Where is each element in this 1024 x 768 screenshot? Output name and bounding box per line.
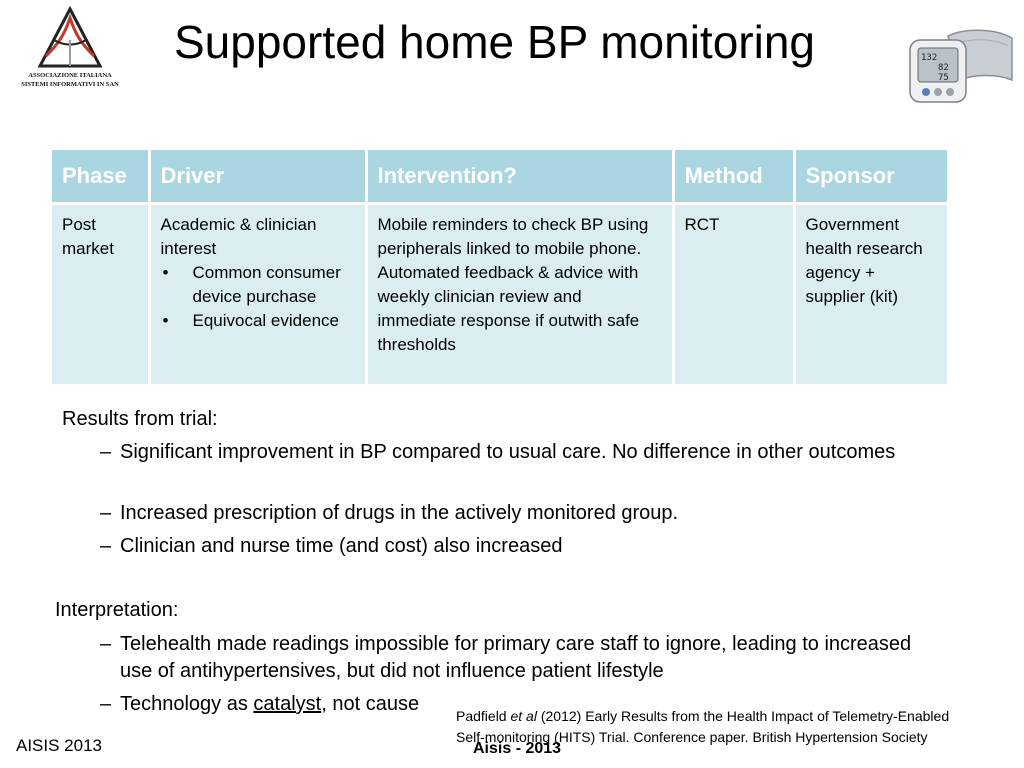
header-phase: Phase xyxy=(52,150,149,204)
footer-center: Aisis - 2013 xyxy=(473,740,562,757)
interpretation-item-text: Telehealth made readings impossible for primary care staff to ignore, leading to increased use of antihypertensives, but did not influence patient lifestyle xyxy=(120,633,912,682)
results-item-text: Clinician and nurse time (and cost) also increased xyxy=(120,535,563,557)
cell-method: RCT xyxy=(673,204,794,385)
driver-bullet: • Common consumer device purchase xyxy=(161,261,355,309)
cell-sponsor: Government health research agency + supplier (kit) xyxy=(794,204,947,385)
results-item: – Significant improvement in BP compared to usual care. No difference in other outcomes xyxy=(100,441,896,463)
aisis-logo-icon xyxy=(36,6,104,70)
driver-bullet-list xyxy=(161,261,355,333)
citation-text: (2012) Early Results from the Health Impact of Telemetry-Enabled Self-monitoring (HITS) Trial. Conference paper. British Hypertension Society xyxy=(456,708,950,745)
catalyst-underlined: catalyst xyxy=(253,693,322,715)
info-table xyxy=(52,150,947,384)
header-driver: Driver xyxy=(149,150,366,204)
interpretation-prefix: Technology as xyxy=(120,693,254,715)
footer-left: AISIS 2013 xyxy=(16,736,103,755)
table-row xyxy=(52,204,947,385)
citation-etal: et al xyxy=(510,708,537,724)
results-item-text: Significant improvement in BP compared to usual care. No difference in other outcomes xyxy=(120,441,896,463)
cell-intervention: Mobile reminders to check BP using peripherals linked to mobile phone. Automated feedback & advice with weekly clinician review and immediate response if outwith safe thresholds xyxy=(366,204,673,385)
device-display-bottom: 75 xyxy=(938,73,949,83)
device-display-top: 132 xyxy=(921,53,938,63)
interpretation-item: – Technology as catalyst, not cause xyxy=(100,693,420,715)
table-header-row xyxy=(52,150,947,204)
interpretation-heading: Interpretation: xyxy=(55,599,179,621)
header-intervention: Intervention? xyxy=(366,150,673,204)
slide-title: Supported home BP monitoring xyxy=(174,16,815,68)
header-sponsor: Sponsor xyxy=(794,150,947,204)
aisis-logo xyxy=(14,4,126,96)
cell-driver xyxy=(149,204,366,385)
interpretation-suffix: , not cause xyxy=(321,693,420,715)
results-heading: Results from trial: xyxy=(62,408,218,430)
results-item: – Clinician and nurse time (and cost) also increased xyxy=(100,535,563,557)
results-item: – Increased prescription of drugs in the actively monitored group. xyxy=(100,502,679,524)
blood-pressure-monitor-icon xyxy=(904,22,1016,106)
interpretation-item: – Telehealth made readings impossible for primary care staff to ignore, leading to increased use of antihypertensives, but did not influence patient lifestyle xyxy=(100,633,912,682)
logo-text-line1: ASSOCIAZIONE ITALIANA xyxy=(28,72,112,79)
header-method: Method xyxy=(673,150,794,204)
device-display-mid: 82 xyxy=(938,63,949,73)
driver-bullet: • Equivocal evidence xyxy=(161,309,355,333)
driver-text: Academic & clinician interest xyxy=(160,215,317,258)
cell-phase: Post market xyxy=(52,204,149,385)
results-item-text: Increased prescription of drugs in the actively monitored group. xyxy=(120,502,679,524)
logo-text-line2: SISTEMI INFORMATIVI IN SAN xyxy=(21,80,119,88)
citation-author: Padfield xyxy=(456,708,511,724)
